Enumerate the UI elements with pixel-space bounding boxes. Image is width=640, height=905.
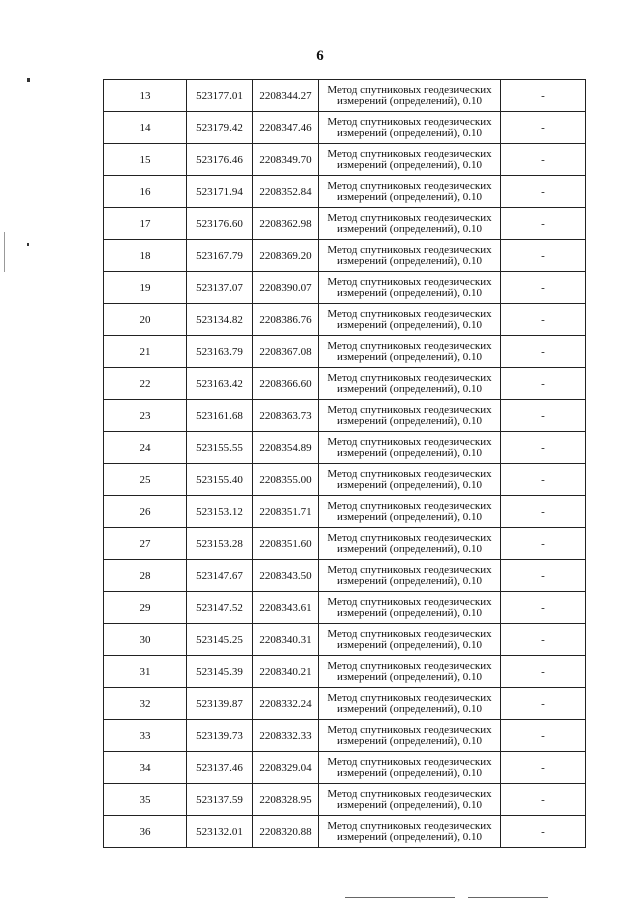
coordinate-x: 523139.87	[187, 688, 253, 720]
page-number: 6	[316, 48, 324, 64]
coordinate-y: 2208343.50	[253, 560, 319, 592]
point-number: 35	[104, 784, 187, 816]
coordinate-y: 2208329.04	[253, 752, 319, 784]
method-line-2: измерений (определений), 0.10	[337, 94, 482, 107]
coordinate-x: 523167.79	[187, 240, 253, 272]
table-row	[104, 368, 586, 400]
description-cell: -	[501, 112, 586, 144]
coordinate-y: 2208332.33	[253, 720, 319, 752]
table-row	[104, 528, 586, 560]
method-line-1: Метод спутниковых геодезических	[327, 627, 492, 640]
table-row	[104, 208, 586, 240]
coordinate-x: 523137.46	[187, 752, 253, 784]
table-row	[104, 656, 586, 688]
coordinate-y: 2208320.88	[253, 816, 319, 848]
coordinate-x: 523145.39	[187, 656, 253, 688]
table-row	[104, 816, 586, 848]
coordinate-y: 2208354.89	[253, 432, 319, 464]
coordinates-table	[103, 79, 586, 848]
coordinate-y: 2208363.73	[253, 400, 319, 432]
method-cell	[319, 368, 501, 400]
method-line-2: измерений (определений), 0.10	[337, 222, 482, 235]
coordinate-x: 523179.42	[187, 112, 253, 144]
method-line-1: Метод спутниковых геодезических	[327, 499, 492, 512]
point-number: 31	[104, 656, 187, 688]
method-cell	[319, 208, 501, 240]
method-line-1: Метод спутниковых геодезических	[327, 403, 492, 416]
table-row	[104, 720, 586, 752]
description-cell: -	[501, 368, 586, 400]
method-line-2: измерений (определений), 0.10	[337, 126, 482, 139]
method-line-1: Метод спутниковых геодезических	[327, 371, 492, 384]
description-cell: -	[501, 656, 586, 688]
point-number: 17	[104, 208, 187, 240]
coordinate-y: 2208332.24	[253, 688, 319, 720]
description-cell: -	[501, 176, 586, 208]
description-cell: -	[501, 688, 586, 720]
coordinate-x: 523176.46	[187, 144, 253, 176]
method-cell	[319, 80, 501, 112]
coordinate-y: 2208355.00	[253, 464, 319, 496]
point-number: 20	[104, 304, 187, 336]
method-cell	[319, 560, 501, 592]
coordinate-x: 523155.55	[187, 432, 253, 464]
table-row	[104, 496, 586, 528]
method-cell	[319, 720, 501, 752]
coordinate-x: 523155.40	[187, 464, 253, 496]
method-line-2: измерений (определений), 0.10	[337, 606, 482, 619]
table-row	[104, 752, 586, 784]
table-row	[104, 400, 586, 432]
description-cell: -	[501, 816, 586, 848]
table-row	[104, 688, 586, 720]
method-cell	[319, 464, 501, 496]
method-line-1: Метод спутниковых геодезических	[327, 179, 492, 192]
description-cell: -	[501, 720, 586, 752]
coordinate-y: 2208343.61	[253, 592, 319, 624]
method-line-2: измерений (определений), 0.10	[337, 766, 482, 779]
method-line-2: измерений (определений), 0.10	[337, 702, 482, 715]
method-line-2: измерений (определений), 0.10	[337, 286, 482, 299]
coordinate-y: 2208352.84	[253, 176, 319, 208]
coordinate-y: 2208340.21	[253, 656, 319, 688]
point-number: 27	[104, 528, 187, 560]
description-cell: -	[501, 528, 586, 560]
method-line-1: Метод спутниковых геодезических	[327, 243, 492, 256]
coordinate-x: 523134.82	[187, 304, 253, 336]
point-number: 15	[104, 144, 187, 176]
coordinates-table-body	[104, 80, 586, 848]
method-line-2: измерений (определений), 0.10	[337, 190, 482, 203]
coordinate-y: 2208369.20	[253, 240, 319, 272]
table-row	[104, 272, 586, 304]
method-cell	[319, 528, 501, 560]
coordinate-x: 523163.42	[187, 368, 253, 400]
method-line-1: Метод спутниковых геодезических	[327, 563, 492, 576]
method-line-2: измерений (определений), 0.10	[337, 350, 482, 363]
scan-line	[4, 232, 5, 272]
table-row	[104, 432, 586, 464]
method-cell	[319, 176, 501, 208]
method-line-2: измерений (определений), 0.10	[337, 414, 482, 427]
table-row	[104, 304, 586, 336]
coordinate-x: 523176.60	[187, 208, 253, 240]
coordinate-x: 523153.12	[187, 496, 253, 528]
method-line-1: Метод спутниковых геодезических	[327, 275, 492, 288]
scan-dot	[27, 78, 30, 82]
point-number: 24	[104, 432, 187, 464]
point-number: 32	[104, 688, 187, 720]
description-cell: -	[501, 752, 586, 784]
method-line-2: измерений (определений), 0.10	[337, 510, 482, 523]
method-line-1: Метод спутниковых геодезических	[327, 211, 492, 224]
coordinate-x: 523147.67	[187, 560, 253, 592]
method-line-2: измерений (определений), 0.10	[337, 382, 482, 395]
method-cell	[319, 144, 501, 176]
method-line-1: Метод спутниковых геодезических	[327, 723, 492, 736]
method-line-1: Метод спутниковых геодезических	[327, 659, 492, 672]
point-number: 28	[104, 560, 187, 592]
description-cell: -	[501, 592, 586, 624]
description-cell: -	[501, 144, 586, 176]
point-number: 36	[104, 816, 187, 848]
method-cell	[319, 112, 501, 144]
description-cell: -	[501, 432, 586, 464]
coordinate-x: 523147.52	[187, 592, 253, 624]
coordinate-x: 523139.73	[187, 720, 253, 752]
method-cell	[319, 816, 501, 848]
description-cell: -	[501, 464, 586, 496]
method-cell	[319, 592, 501, 624]
coordinate-y: 2208344.27	[253, 80, 319, 112]
point-number: 23	[104, 400, 187, 432]
coordinate-x: 523171.94	[187, 176, 253, 208]
method-line-1: Метод спутниковых геодезических	[327, 787, 492, 800]
coordinate-x: 523137.07	[187, 272, 253, 304]
point-number: 22	[104, 368, 187, 400]
method-line-2: измерений (определений), 0.10	[337, 446, 482, 459]
table-row	[104, 176, 586, 208]
table-row	[104, 240, 586, 272]
coordinate-x: 523137.59	[187, 784, 253, 816]
method-line-1: Метод спутниковых геодезических	[327, 115, 492, 128]
method-line-2: измерений (определений), 0.10	[337, 574, 482, 587]
method-line-2: измерений (определений), 0.10	[337, 638, 482, 651]
coordinate-y: 2208386.76	[253, 304, 319, 336]
method-line-2: измерений (определений), 0.10	[337, 478, 482, 491]
coordinate-y: 2208351.60	[253, 528, 319, 560]
method-cell	[319, 688, 501, 720]
method-cell	[319, 432, 501, 464]
coordinate-y: 2208390.07	[253, 272, 319, 304]
point-number: 18	[104, 240, 187, 272]
coordinate-y: 2208366.60	[253, 368, 319, 400]
method-line-2: измерений (определений), 0.10	[337, 734, 482, 747]
coordinate-x: 523161.68	[187, 400, 253, 432]
coordinate-y: 2208328.95	[253, 784, 319, 816]
method-line-1: Метод спутниковых геодезических	[327, 83, 492, 96]
method-line-1: Метод спутниковых геодезических	[327, 339, 492, 352]
coordinate-y: 2208351.71	[253, 496, 319, 528]
method-cell	[319, 496, 501, 528]
coordinate-y: 2208362.98	[253, 208, 319, 240]
point-number: 26	[104, 496, 187, 528]
method-cell	[319, 240, 501, 272]
method-line-2: измерений (определений), 0.10	[337, 798, 482, 811]
table-row	[104, 784, 586, 816]
method-line-2: измерений (определений), 0.10	[337, 830, 482, 843]
method-cell	[319, 336, 501, 368]
coordinate-y: 2208349.70	[253, 144, 319, 176]
point-number: 33	[104, 720, 187, 752]
method-cell	[319, 272, 501, 304]
method-line-1: Метод спутниковых геодезических	[327, 435, 492, 448]
table-row	[104, 560, 586, 592]
point-number: 21	[104, 336, 187, 368]
description-cell: -	[501, 560, 586, 592]
description-cell: -	[501, 336, 586, 368]
method-line-1: Метод спутниковых геодезических	[327, 531, 492, 544]
point-number: 29	[104, 592, 187, 624]
point-number: 34	[104, 752, 187, 784]
point-number: 13	[104, 80, 187, 112]
coordinate-y: 2208347.46	[253, 112, 319, 144]
method-line-2: измерений (определений), 0.10	[337, 318, 482, 331]
table-row	[104, 80, 586, 112]
method-line-2: измерений (определений), 0.10	[337, 542, 482, 555]
method-line-2: измерений (определений), 0.10	[337, 158, 482, 171]
description-cell: -	[501, 304, 586, 336]
coordinate-x: 523145.25	[187, 624, 253, 656]
method-line-1: Метод спутниковых геодезических	[327, 755, 492, 768]
point-number: 25	[104, 464, 187, 496]
description-cell: -	[501, 240, 586, 272]
description-cell: -	[501, 784, 586, 816]
point-number: 16	[104, 176, 187, 208]
point-number: 19	[104, 272, 187, 304]
coordinate-x: 523177.01	[187, 80, 253, 112]
method-line-1: Метод спутниковых геодезических	[327, 819, 492, 832]
scan-dot	[27, 243, 29, 246]
table-row	[104, 336, 586, 368]
point-number: 30	[104, 624, 187, 656]
table-row	[104, 112, 586, 144]
description-cell: -	[501, 624, 586, 656]
footer-line	[468, 897, 548, 898]
method-cell	[319, 400, 501, 432]
coordinate-x: 523132.01	[187, 816, 253, 848]
method-cell	[319, 784, 501, 816]
description-cell: -	[501, 80, 586, 112]
table-row	[104, 144, 586, 176]
method-line-1: Метод спутниковых геодезических	[327, 595, 492, 608]
coordinate-y: 2208340.31	[253, 624, 319, 656]
table-row	[104, 592, 586, 624]
method-line-1: Метод спутниковых геодезических	[327, 307, 492, 320]
description-cell: -	[501, 208, 586, 240]
coordinate-x: 523153.28	[187, 528, 253, 560]
method-line-1: Метод спутниковых геодезических	[327, 467, 492, 480]
method-cell	[319, 752, 501, 784]
table-row	[104, 624, 586, 656]
method-line-2: измерений (определений), 0.10	[337, 254, 482, 267]
table-row	[104, 464, 586, 496]
description-cell: -	[501, 400, 586, 432]
method-cell	[319, 656, 501, 688]
method-cell	[319, 624, 501, 656]
footer-line	[345, 897, 455, 898]
method-line-2: измерений (определений), 0.10	[337, 670, 482, 683]
description-cell: -	[501, 496, 586, 528]
method-line-1: Метод спутниковых геодезических	[327, 691, 492, 704]
coordinate-y: 2208367.08	[253, 336, 319, 368]
method-cell	[319, 304, 501, 336]
coordinate-x: 523163.79	[187, 336, 253, 368]
method-line-1: Метод спутниковых геодезических	[327, 147, 492, 160]
description-cell: -	[501, 272, 586, 304]
point-number: 14	[104, 112, 187, 144]
